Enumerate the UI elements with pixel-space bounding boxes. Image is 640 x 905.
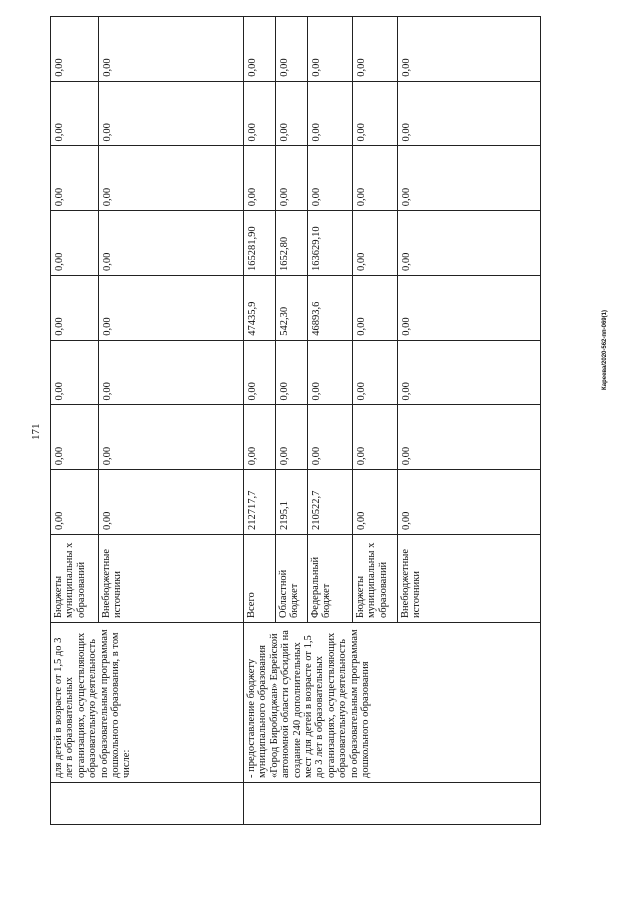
value-cell: 0,00 <box>276 405 308 470</box>
value-cell: 0,00 <box>353 276 398 341</box>
rotated-table-container <box>50 17 540 825</box>
value-cell: 0,00 <box>99 81 244 146</box>
value-cell: 163629,10 <box>308 211 353 276</box>
value-cell: 0,00 <box>398 470 541 535</box>
value-cell: 0,00 <box>51 470 99 535</box>
value-cell: 0,00 <box>99 405 244 470</box>
value-cell: 0,00 <box>398 81 541 146</box>
description-cell: - предоставление бюджету муниципального образования «Город Биробиджан» Еврейской автономной области субсидий на создание 240 дополнительных мест для детей в возрасте от 1,5 до 3 лет в образовательных организациях, осуществляющих образовательную деятельность по образовательным программам дошкольного образования <box>244 623 541 783</box>
value-cell: 0,00 <box>51 276 99 341</box>
value-cell: 0,00 <box>353 81 398 146</box>
index-cell <box>244 783 541 825</box>
value-cell: 0,00 <box>276 17 308 82</box>
value-cell: 0,00 <box>353 211 398 276</box>
value-cell: 1652,80 <box>276 211 308 276</box>
value-cell: 0,00 <box>308 17 353 82</box>
source-cell: Внебюджетные источники <box>99 535 244 623</box>
value-cell: 0,00 <box>244 146 276 211</box>
value-cell: 0,00 <box>353 405 398 470</box>
value-cell: 0,00 <box>398 340 541 405</box>
source-cell: Внебюджетные источники <box>398 535 541 623</box>
value-cell: 165281,90 <box>244 211 276 276</box>
value-cell: 0,00 <box>51 81 99 146</box>
source-cell: Федеральный бюджет <box>308 535 353 623</box>
value-cell: 0,00 <box>244 405 276 470</box>
value-cell: 0,00 <box>398 17 541 82</box>
value-cell: 0,00 <box>51 211 99 276</box>
value-cell: 0,00 <box>244 340 276 405</box>
source-cell: Областной бюджет <box>276 535 308 623</box>
value-cell: 0,00 <box>308 405 353 470</box>
value-cell: 0,00 <box>99 146 244 211</box>
value-cell: 0,00 <box>51 146 99 211</box>
value-cell: 0,00 <box>353 17 398 82</box>
value-cell: 0,00 <box>308 81 353 146</box>
value-cell: 0,00 <box>308 340 353 405</box>
value-cell: 212717,7 <box>244 470 276 535</box>
value-cell: 542,30 <box>276 276 308 341</box>
value-cell: 0,00 <box>51 17 99 82</box>
value-cell: 0,00 <box>99 211 244 276</box>
value-cell: 46893,6 <box>308 276 353 341</box>
value-cell: 0,00 <box>276 146 308 211</box>
source-cell: Бюджеты муниципальны х образований <box>353 535 398 623</box>
value-cell: 0,00 <box>244 81 276 146</box>
table-row <box>244 17 276 825</box>
value-cell: 0,00 <box>99 470 244 535</box>
description-cell: для детей в возрасте от 1,5 до 3 лет в образовательных организациях, осуществляющих образовательную деятельность по образовательным программам дошкольного образования, в том числе: <box>51 623 244 783</box>
value-cell: 0,00 <box>244 17 276 82</box>
value-cell: 0,00 <box>276 81 308 146</box>
value-cell: 0,00 <box>398 276 541 341</box>
source-cell: Всего <box>244 535 276 623</box>
value-cell: 0,00 <box>276 340 308 405</box>
value-cell: 0,00 <box>51 340 99 405</box>
budget-table <box>50 16 541 825</box>
value-cell: 0,00 <box>398 211 541 276</box>
value-cell: 0,00 <box>99 340 244 405</box>
source-cell: Бюджеты муниципальны х образований <box>51 535 99 623</box>
page-number: 171 <box>30 423 42 440</box>
value-cell: 0,00 <box>353 146 398 211</box>
value-cell: 0,00 <box>353 340 398 405</box>
value-cell: 0,00 <box>398 146 541 211</box>
value-cell: 210522,7 <box>308 470 353 535</box>
value-cell: 0,00 <box>51 405 99 470</box>
value-cell: 0,00 <box>99 276 244 341</box>
value-cell: 0,00 <box>353 470 398 535</box>
value-cell: 47435,9 <box>244 276 276 341</box>
value-cell: 0,00 <box>398 405 541 470</box>
table-row <box>51 17 99 825</box>
value-cell: 2195,1 <box>276 470 308 535</box>
value-cell: 0,00 <box>99 17 244 82</box>
index-cell <box>51 783 244 825</box>
document-stamp: Кареева/2020-562-пп-069(1) <box>602 310 608 390</box>
value-cell: 0,00 <box>308 146 353 211</box>
